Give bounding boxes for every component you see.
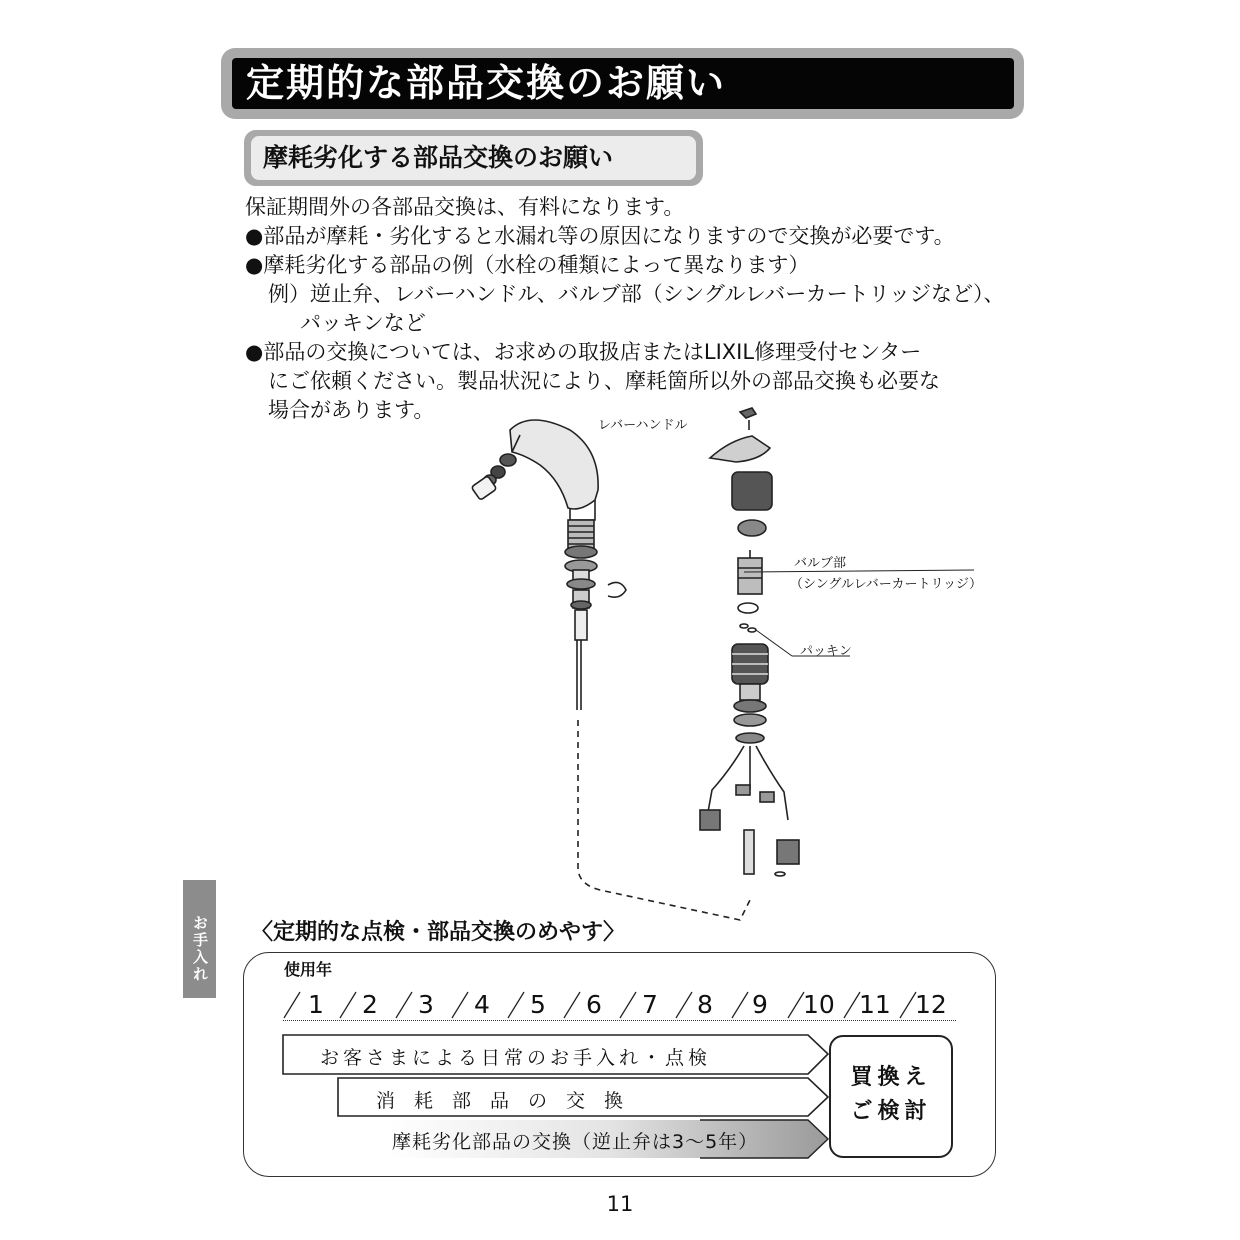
year-number: 3 (418, 990, 434, 1019)
year-number: 2 (362, 990, 378, 1019)
year-number: 12 (915, 990, 947, 1019)
label-lever-handle: レバーハンドル (598, 418, 688, 433)
row-wear-parts: 摩耗劣化部品の交換（逆止弁は3〜5年） (392, 1131, 759, 1153)
label-valve-sub: （シングルレバーカートリッジ） (790, 577, 983, 592)
year-number: 11 (859, 990, 891, 1019)
faucet-exploded-diagram (440, 400, 1000, 930)
clip-part (608, 582, 626, 597)
year-number: 9 (752, 990, 768, 1019)
page-title: 定期的な部品交換のお願い (232, 58, 1014, 109)
intro-text: 保証期間外の各部品交換は、有料になります。 (245, 195, 685, 219)
example-text: パッキンなど (300, 311, 426, 335)
side-tab: お手入れ (183, 880, 216, 998)
lever-handle (710, 408, 770, 462)
row-consumables: 消 耗 部 品 の 交 換 (376, 1090, 624, 1112)
row-daily-care: お客さまによる日常のお手入れ・点検 (320, 1047, 712, 1069)
year-number: 5 (530, 990, 546, 1019)
page-number: 11 (606, 1192, 634, 1216)
bullet-text: にご依頼ください。製品状況により、摩耗箇所以外の部品交換も必要な (268, 369, 940, 393)
year-number: 10 (803, 990, 835, 1019)
label-packing: パッキン (800, 644, 852, 659)
year-number: 1 (308, 990, 324, 1019)
cap-part (732, 472, 772, 510)
years-label: 使用年 (284, 960, 333, 979)
replacement-box (829, 1035, 953, 1158)
bullet-text: 場合があります。 (268, 398, 435, 422)
years-underline (283, 1020, 956, 1021)
year-number: 6 (586, 990, 602, 1019)
section-subtitle: 摩耗劣化する部品交換のお願い (251, 136, 696, 180)
year-number: 8 (697, 990, 713, 1019)
faucet-spout (510, 420, 598, 520)
bullet-text: ●摩耗劣化する部品の例（水栓の種類によって異なります） (245, 253, 810, 277)
threaded-shank (565, 520, 597, 710)
year-number: 4 (474, 990, 490, 1019)
label-valve: バルブ部 (794, 556, 847, 571)
nut-part (738, 520, 766, 536)
faucet-body (732, 644, 768, 743)
supply-hoses (700, 746, 799, 876)
bullet-text: ●部品が摩耗・劣化すると水漏れ等の原因になりますので交換が必要です。 (245, 224, 955, 248)
bullet-text: ●部品の交換については、お求めの取扱店またはLIXIL修理受付センター (245, 340, 922, 364)
nozzle-parts (471, 454, 516, 500)
year-dividers (280, 988, 960, 1023)
year-number: 7 (642, 990, 658, 1019)
replacement-line: 買換え (850, 1065, 932, 1090)
example-text: 例）逆止弁、レバーハンドル、バルブ部（シングルレバーカートリッジなど）、 (268, 282, 1005, 306)
guide-title: 〈定期的な点検・部品交換のめやす〉 (251, 920, 626, 945)
packing-small (740, 624, 748, 628)
replacement-line: ご検討 (850, 1099, 932, 1124)
o-ring (738, 603, 758, 613)
hose-path-line (578, 720, 750, 920)
